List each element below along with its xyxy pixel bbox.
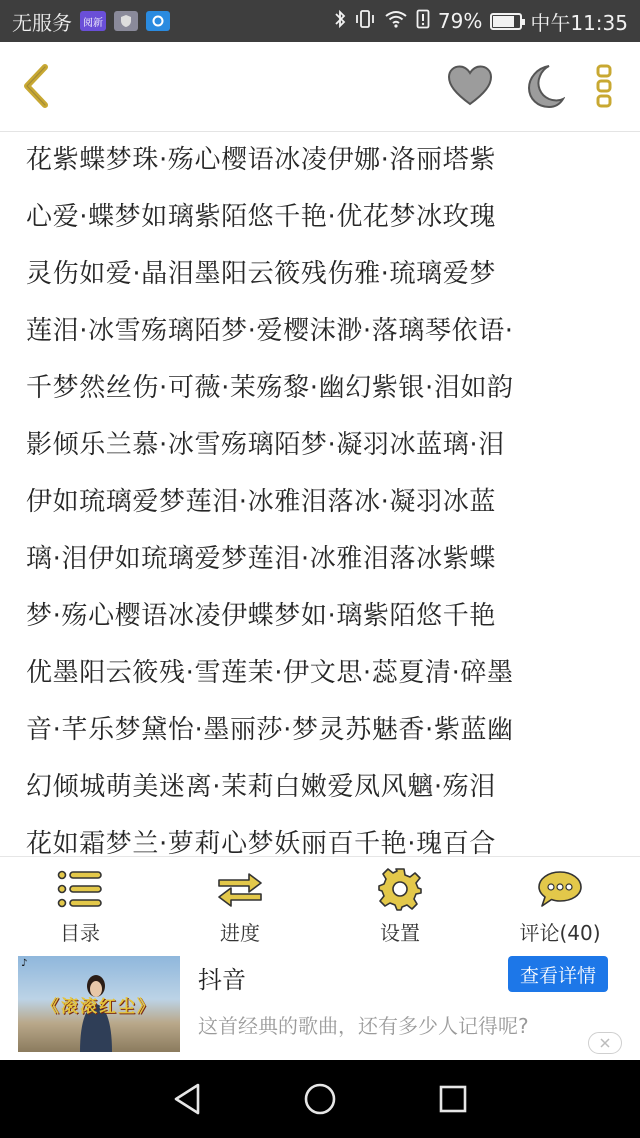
nav-home-button[interactable]: [290, 1069, 350, 1129]
nav-recents-icon: [438, 1084, 468, 1114]
catalog-label: 目录: [60, 921, 100, 945]
clock: 中午11:35: [530, 10, 628, 35]
text-line: 花紫蝶梦珠·殇心樱语冰凌伊娜·洛丽塔紫: [26, 145, 496, 175]
text-line: 灵伤如爱·晶泪墨阳云筱残伤雅·琉璃爱梦: [26, 259, 496, 289]
battery-icon: [490, 13, 522, 30]
text-line: 莲泪·冰雪殇璃陌梦·爱樱沫渺·落璃琴依语·: [26, 316, 514, 346]
reader-header: [0, 42, 640, 132]
text-line: 伊如琉璃爱梦莲泪·冰雅泪落冰·凝羽冰蓝: [26, 487, 496, 517]
nav-back-button[interactable]: [157, 1069, 217, 1129]
more-vertical-icon: [595, 64, 613, 108]
comments-button[interactable]: [480, 857, 640, 951]
status-bar: [0, 0, 640, 42]
chevron-left-icon: [19, 63, 53, 109]
chat-bubble-icon: [536, 867, 584, 911]
nav-home-icon: [303, 1082, 337, 1116]
comments-label: 评论(40): [519, 921, 601, 945]
settings-label: 设置: [380, 921, 420, 945]
reader-content[interactable]: [0, 132, 640, 856]
ad-close-button[interactable]: [588, 1032, 622, 1054]
ad-banner[interactable]: [0, 950, 640, 1060]
status-bar-right: [334, 7, 628, 36]
ad-description: 这首经典的歌曲，还有多少人记得呢?: [198, 1014, 529, 1038]
text-line: 璃·泪伊如琉璃爱梦莲泪·冰雅泪落冰紫蝶: [26, 544, 496, 574]
wifi-icon: [384, 10, 408, 33]
text-line: 幻倾城萌美迷离·茉莉白嫩爱凤风魑·殇泪: [26, 772, 496, 802]
battery-percent: 79%: [437, 9, 483, 33]
bluetooth-icon: [334, 9, 346, 34]
text-line: 心爱·蝶梦如璃紫陌悠千艳·优花梦冰玫瑰: [26, 202, 496, 232]
favorite-button[interactable]: [446, 62, 494, 110]
reader-toolbar: [0, 856, 640, 950]
vibrate-icon: [354, 9, 376, 34]
swap-arrows-icon: [216, 867, 264, 911]
text-line: 花如霜梦兰·萝莉心梦妖丽百千艳·瑰百合: [26, 829, 496, 856]
catalog-button[interactable]: [0, 857, 160, 951]
night-mode-button[interactable]: [518, 62, 566, 110]
text-line: 千梦然丝伤·可薇·茉殇黎·幽幻紫银·泪如韵: [26, 373, 514, 403]
more-button[interactable]: [582, 62, 626, 110]
text-line: 优墨阳云筱残·雪莲茉·伊文思·蕊夏清·碎墨: [26, 658, 514, 688]
nav-recents-button[interactable]: [423, 1069, 483, 1129]
battery-fill: [493, 16, 514, 27]
nav-back-icon: [172, 1082, 202, 1116]
heart-icon: [447, 65, 493, 107]
progress-button[interactable]: [160, 857, 320, 951]
system-nav-bar: [0, 1060, 640, 1138]
back-button[interactable]: [12, 62, 60, 110]
ring-app-icon: [146, 11, 170, 31]
tiktok-logo-icon: ♪: [21, 958, 28, 969]
list-icon: [56, 867, 104, 911]
status-bar-left: [12, 7, 170, 36]
text-line: 梦·殇心樱语冰凌伊蝶梦如·璃紫陌悠千艳: [26, 601, 496, 631]
shield-icon: [114, 11, 138, 31]
reader-app-badge: 阅新: [80, 11, 106, 31]
text-line: 影倾乐兰慕·冰雪殇璃陌梦·凝羽冰蓝璃·泪: [26, 430, 505, 460]
ad-view-details-button[interactable]: 查看详情: [508, 956, 608, 992]
progress-label: 进度: [220, 921, 260, 945]
phone-alert-icon: [416, 9, 430, 34]
moon-icon: [519, 63, 565, 109]
carrier-text: 无服务: [12, 10, 72, 35]
gear-icon: [376, 867, 424, 911]
ad-app-name: 抖音: [198, 966, 246, 994]
ad-thumbnail[interactable]: [18, 956, 180, 1052]
settings-button[interactable]: [320, 857, 480, 951]
close-icon: [599, 1037, 611, 1049]
text-line: 音·芊乐梦黛怡·墨丽莎·梦灵苏魅香·紫蓝幽: [26, 715, 514, 745]
ad-thumbnail-caption: 《滚滚红尘》: [42, 997, 156, 1017]
